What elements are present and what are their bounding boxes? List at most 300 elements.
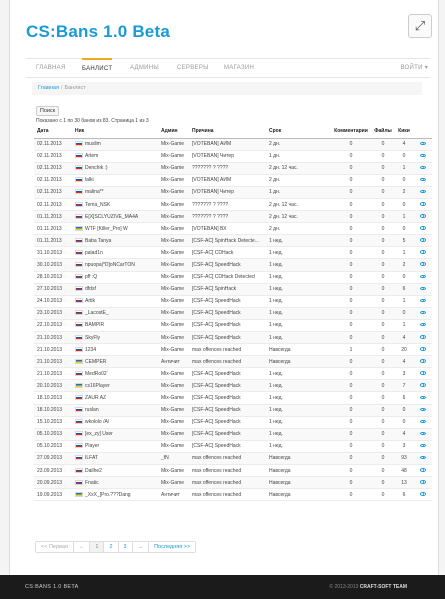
table-row[interactable] xyxy=(34,138,432,150)
page-3[interactable]: 3 xyxy=(119,542,133,552)
cell-comments: 0 xyxy=(330,452,372,464)
cell-view xyxy=(414,235,432,247)
flag-icon xyxy=(75,310,83,315)
cell-admin: Mix-Game xyxy=(158,428,189,440)
cell-reason: [CSF-AC] SpeedHack xyxy=(189,392,266,404)
cell-reason: [CSF-AC] SpeedHack xyxy=(189,332,266,344)
cell-term: 1 нед. xyxy=(266,368,330,380)
cell-files: 0 xyxy=(372,235,394,247)
nav-login[interactable] xyxy=(400,59,428,78)
nick-text: BAMPIR xyxy=(85,322,105,329)
cell-admin: Mix-Game xyxy=(158,138,189,150)
cell-reason: [CSF-AC] SpeedHack xyxy=(189,428,266,440)
table-row[interactable] xyxy=(34,271,432,283)
nick-text: pff :Q xyxy=(85,274,98,281)
table-row[interactable] xyxy=(34,162,432,174)
cell-comments: 1 xyxy=(330,344,372,356)
cell-reason: ??????? ? ???? xyxy=(189,162,266,174)
flag-icon xyxy=(75,165,83,170)
cell-view xyxy=(414,404,432,416)
nick-text: Artik xyxy=(85,298,95,305)
nav-item-servers[interactable]: СЕРВЕРЫ xyxy=(177,65,209,71)
cell-comments: 0 xyxy=(330,247,372,259)
cell-files: 0 xyxy=(372,489,394,501)
page-1[interactable]: 1 xyxy=(90,542,104,552)
table-row[interactable] xyxy=(34,344,432,356)
breadcrumb-separator: / xyxy=(60,85,63,91)
cell-date: 02.11.2013 xyxy=(34,174,72,186)
search-button[interactable]: Поиск xyxy=(36,106,59,116)
page-prev[interactable]: ← xyxy=(74,542,91,552)
nick-text: Player xyxy=(85,443,100,450)
nav-item-banlist[interactable]: БАНЛИСТ xyxy=(82,58,112,77)
cell-kicks: 0 xyxy=(394,404,414,416)
cell-nick xyxy=(72,138,158,150)
view-details-icon[interactable] xyxy=(420,371,426,375)
cell-view xyxy=(414,428,432,440)
cell-files: 0 xyxy=(372,392,394,404)
cell-reason: ??????? ? ???? xyxy=(189,198,266,210)
cell-files: 0 xyxy=(372,223,394,235)
cell-comments: 0 xyxy=(330,380,372,392)
cell-admin: Mix-Game xyxy=(158,295,189,307)
caret-down-icon: ▾ xyxy=(424,65,428,71)
cell-comments: 0 xyxy=(330,307,372,319)
cell-term: 2 дн. xyxy=(266,223,330,235)
cell-view xyxy=(414,344,432,356)
cell-term: 1 нед. xyxy=(266,404,330,416)
view-details-icon[interactable] xyxy=(420,275,426,279)
cell-nick xyxy=(72,186,158,198)
cell-view xyxy=(414,150,432,162)
cell-comments: 0 xyxy=(330,150,372,162)
cell-nick xyxy=(72,174,158,186)
cell-nick xyxy=(72,440,158,452)
expand-icon[interactable]: ⤢ xyxy=(408,14,432,38)
brand-title[interactable]: CS:Bans 1.0 Beta xyxy=(26,22,170,41)
view-details-icon[interactable] xyxy=(420,214,426,218)
nick-text: E[X]SCLYUZIVE_MA4A xyxy=(85,213,139,220)
cell-files: 0 xyxy=(372,283,394,295)
cell-view xyxy=(414,271,432,283)
cell-nick xyxy=(72,319,158,331)
flag-icon xyxy=(75,214,83,219)
view-details-icon[interactable] xyxy=(420,359,426,363)
cell-nick xyxy=(72,259,158,271)
cell-admin: Mix-Game xyxy=(158,247,189,259)
cell-nick xyxy=(72,416,158,428)
cell-date: 21.10.2013 xyxy=(34,332,72,344)
page-2[interactable]: 2 xyxy=(104,542,118,552)
table-row[interactable] xyxy=(34,356,432,368)
view-details-icon[interactable] xyxy=(420,262,426,266)
page-container xyxy=(9,0,439,575)
flag-icon xyxy=(75,298,83,303)
cell-term: Навсегда xyxy=(266,344,330,356)
cell-reason: [CSF-AC] CDHack Detected xyxy=(189,271,266,283)
cell-date: 02.11.2013 xyxy=(34,198,72,210)
cell-kicks: 6 xyxy=(394,489,414,501)
nav-item-home[interactable]: ГЛАВНАЯ xyxy=(36,65,66,71)
cell-files: 0 xyxy=(372,271,394,283)
view-details-icon[interactable] xyxy=(420,468,426,472)
view-details-icon[interactable] xyxy=(420,408,426,412)
cell-view xyxy=(414,174,432,186)
view-details-icon[interactable] xyxy=(420,190,426,194)
view-details-icon[interactable] xyxy=(420,420,426,424)
view-details-icon[interactable] xyxy=(420,142,426,146)
cell-term: 1 нед. xyxy=(266,416,330,428)
cell-kicks: 0 xyxy=(394,307,414,319)
table-row[interactable] xyxy=(34,150,432,162)
table-row[interactable] xyxy=(34,332,432,344)
nick-text: Denchik :) xyxy=(85,165,108,172)
cell-kicks: 0 xyxy=(394,416,414,428)
cell-view xyxy=(414,332,432,344)
nick-text: CEMPER xyxy=(85,358,107,365)
cell-kicks: 20 xyxy=(394,344,414,356)
nick-text: dfdsf xyxy=(85,286,96,293)
flag-icon xyxy=(75,202,83,207)
table-row[interactable] xyxy=(34,440,432,452)
flag-icon xyxy=(75,262,83,267)
cell-nick xyxy=(72,150,158,162)
table-row[interactable] xyxy=(34,307,432,319)
cell-term: 1 нед. xyxy=(266,380,330,392)
cell-reason: max offences reached xyxy=(189,489,266,501)
flag-icon xyxy=(75,189,83,194)
cell-files: 0 xyxy=(372,186,394,198)
cell-reason: max offences reached xyxy=(189,344,266,356)
cell-date: 18.10.2013 xyxy=(34,392,72,404)
view-details-icon[interactable] xyxy=(420,238,426,242)
table-row[interactable] xyxy=(34,368,432,380)
flag-icon xyxy=(75,468,83,473)
view-details-icon[interactable] xyxy=(420,323,426,327)
cell-nick xyxy=(72,392,158,404)
cell-comments: 0 xyxy=(330,404,372,416)
nav-item-shop[interactable]: МАГАЗИН xyxy=(224,65,255,71)
col-comments[interactable]: Комментарии xyxy=(330,125,372,138)
table-row[interactable] xyxy=(34,223,432,235)
cell-admin: Mix-Game xyxy=(158,392,189,404)
cell-nick xyxy=(72,477,158,489)
table-row[interactable] xyxy=(34,174,432,186)
nick-text: _XxX_[Pro.???Dang xyxy=(85,491,131,498)
flag-icon xyxy=(75,177,83,182)
cell-kicks: 13 xyxy=(394,477,414,489)
cell-reason: max offences reached xyxy=(189,477,266,489)
nick-text: lalki xyxy=(85,177,94,184)
cell-nick xyxy=(72,271,158,283)
cell-nick xyxy=(72,428,158,440)
nick-text: MedRo02` xyxy=(85,370,109,377)
cell-view xyxy=(414,440,432,452)
cell-nick xyxy=(72,344,158,356)
table-row[interactable] xyxy=(34,186,432,198)
cell-kicks: 1 xyxy=(394,295,414,307)
col-files[interactable]: Файлы xyxy=(372,125,394,138)
cell-comments: 0 xyxy=(330,489,372,501)
cell-comments: 0 xyxy=(330,392,372,404)
flag-icon xyxy=(75,492,83,497)
cell-view xyxy=(414,138,432,150)
cell-nick xyxy=(72,489,158,501)
cell-date: 05.10.2013 xyxy=(34,428,72,440)
cell-nick xyxy=(72,235,158,247)
cell-kicks: 7 xyxy=(394,380,414,392)
col-kicks[interactable]: Кики xyxy=(394,125,414,138)
cell-comments: 0 xyxy=(330,283,372,295)
cell-kicks: 1 xyxy=(394,319,414,331)
cell-comments: 0 xyxy=(330,174,372,186)
table-row[interactable] xyxy=(34,259,432,271)
cell-date: 22.10.2013 xyxy=(34,319,72,331)
cell-comments: 0 xyxy=(330,162,372,174)
flag-icon xyxy=(75,226,83,231)
nick-text: SkyFly xyxy=(85,334,100,341)
view-details-icon[interactable] xyxy=(420,456,426,460)
view-details-icon[interactable] xyxy=(420,383,426,387)
flag-icon xyxy=(75,274,83,279)
cell-date: 02.11.2013 xyxy=(34,138,72,150)
cell-view xyxy=(414,307,432,319)
cell-view xyxy=(414,392,432,404)
cell-reason: [CSF-AC] SpeedHack xyxy=(189,416,266,428)
table-row[interactable] xyxy=(34,452,432,464)
page-first[interactable]: << Первая xyxy=(36,542,74,552)
cell-comments: 0 xyxy=(330,235,372,247)
cell-comments: 0 xyxy=(330,295,372,307)
table-row[interactable] xyxy=(34,319,432,331)
view-details-icon[interactable] xyxy=(420,226,426,230)
cell-nick xyxy=(72,380,158,392)
col-reason[interactable]: Причина xyxy=(189,125,266,138)
table-row[interactable] xyxy=(34,211,432,223)
nick-text: muslim xyxy=(85,141,101,148)
cell-admin: Mix-Game xyxy=(158,404,189,416)
cell-nick xyxy=(72,404,158,416)
col-term[interactable]: Срок xyxy=(266,125,330,138)
cell-files: 0 xyxy=(372,211,394,223)
cell-reason: [CSF-AC] SpeedHack xyxy=(189,319,266,331)
cell-admin: Mix-Game xyxy=(158,380,189,392)
cell-files: 0 xyxy=(372,428,394,440)
cell-files: 0 xyxy=(372,344,394,356)
cell-comments: 0 xyxy=(330,138,372,150)
view-details-icon[interactable] xyxy=(420,250,426,254)
view-details-icon[interactable] xyxy=(420,154,426,158)
cell-files: 0 xyxy=(372,452,394,464)
cell-admin: Античит xyxy=(158,489,189,501)
cell-comments: 0 xyxy=(330,465,372,477)
table-row[interactable] xyxy=(34,380,432,392)
cell-view xyxy=(414,186,432,198)
cell-date: 23.10.2013 xyxy=(34,307,72,319)
flag-icon xyxy=(75,250,83,255)
cell-nick xyxy=(72,162,158,174)
cell-files: 0 xyxy=(372,295,394,307)
cell-admin: Mix-Game xyxy=(158,198,189,210)
cell-date: 28.10.2013 xyxy=(34,271,72,283)
nav-item-admins[interactable]: АДМИНЫ xyxy=(130,65,160,71)
flag-icon xyxy=(75,371,83,376)
cell-term: 1 дн. xyxy=(266,150,330,162)
view-details-icon[interactable] xyxy=(420,335,426,339)
cell-files: 0 xyxy=(372,465,394,477)
table-row[interactable] xyxy=(34,416,432,428)
view-details-icon[interactable] xyxy=(420,178,426,182)
footer xyxy=(0,575,445,599)
cell-reason: [VOTEBAN] Читер xyxy=(189,186,266,198)
breadcrumb-home[interactable]: Главная xyxy=(38,85,59,91)
view-details-icon[interactable] xyxy=(420,480,426,484)
table-row[interactable] xyxy=(34,465,432,477)
cell-date: 21.10.2013 xyxy=(34,356,72,368)
cell-comments: 0 xyxy=(330,332,372,344)
cell-date: 02.11.2013 xyxy=(34,150,72,162)
cell-nick xyxy=(72,332,158,344)
page-last[interactable]: Последняя >> xyxy=(149,542,195,552)
table-row[interactable] xyxy=(34,477,432,489)
cell-reason: ??????? ? ???? xyxy=(189,211,266,223)
cell-view xyxy=(414,356,432,368)
cell-nick xyxy=(72,307,158,319)
cell-reason: [CSF-AC] SpinHack Detecte... xyxy=(189,235,266,247)
cell-date: 02.11.2013 xyxy=(34,186,72,198)
flag-icon xyxy=(75,322,83,327)
view-details-icon[interactable] xyxy=(420,166,426,170)
cell-comments: 0 xyxy=(330,223,372,235)
cell-view xyxy=(414,223,432,235)
cell-nick xyxy=(72,283,158,295)
results-summary: Показано с 1 по 30 банов из 83. Страница 1 из 3 xyxy=(36,118,149,124)
footer-team[interactable]: CRAFT-SOFT TEAM xyxy=(359,584,407,590)
view-details-icon[interactable] xyxy=(420,202,426,206)
table-row[interactable] xyxy=(34,283,432,295)
cell-kicks: 2 xyxy=(394,259,414,271)
view-details-icon[interactable] xyxy=(420,287,426,291)
flag-icon xyxy=(75,141,83,146)
cell-view xyxy=(414,283,432,295)
table-row[interactable] xyxy=(34,489,432,501)
cell-kicks: 0 xyxy=(394,198,414,210)
cell-term: Навсегда xyxy=(266,356,330,368)
nick-text: Baba Tanya xyxy=(85,237,112,244)
footer-brand: CS:BANS 1.0 BETA xyxy=(25,584,79,590)
view-details-icon[interactable] xyxy=(420,347,426,351)
cell-files: 0 xyxy=(372,440,394,452)
cell-admin: Mix-Game xyxy=(158,150,189,162)
view-details-icon[interactable] xyxy=(420,444,426,448)
cell-admin: Mix-Game xyxy=(158,174,189,186)
cell-files: 0 xyxy=(372,247,394,259)
page-next[interactable]: → xyxy=(133,542,150,552)
nick-text: Tema_NSK xyxy=(85,201,111,208)
cell-files: 0 xyxy=(372,404,394,416)
cell-date: 31.10.2013 xyxy=(34,247,72,259)
nick-text: [ex_zy] User xyxy=(85,431,113,438)
cell-reason: [CSF-AC] SpinHack xyxy=(189,283,266,295)
cell-files: 0 xyxy=(372,198,394,210)
cell-view xyxy=(414,489,432,501)
cell-date: 02.11.2013 xyxy=(34,162,72,174)
cell-admin: Mix-Game xyxy=(158,440,189,452)
cell-term: 2 дн. 12 час. xyxy=(266,198,330,210)
table-header-row xyxy=(34,125,432,138)
cell-date: 19.09.2013 xyxy=(34,489,72,501)
main-nav xyxy=(26,58,430,78)
table-row[interactable] xyxy=(34,428,432,440)
cell-admin: Mix-Game xyxy=(158,332,189,344)
flag-icon xyxy=(75,419,83,424)
cell-view xyxy=(414,416,432,428)
flag-icon xyxy=(75,335,83,340)
view-details-icon[interactable] xyxy=(420,492,426,496)
cell-reason: [CSF-AC] SpeedHack xyxy=(189,307,266,319)
view-details-icon[interactable] xyxy=(420,299,426,303)
cell-admin: Mix-Game xyxy=(158,477,189,489)
cell-date: 18.10.2013 xyxy=(34,404,72,416)
cell-kicks: 1 xyxy=(394,211,414,223)
view-details-icon[interactable] xyxy=(420,432,426,436)
cell-kicks: 0 xyxy=(394,223,414,235)
col-admin[interactable]: Админ xyxy=(158,125,189,138)
cell-files: 0 xyxy=(372,356,394,368)
cell-kicks: 3 xyxy=(394,368,414,380)
cell-kicks: 0 xyxy=(394,174,414,186)
bans-table-body xyxy=(34,138,432,501)
cell-kicks: 1 xyxy=(394,247,414,259)
cell-date: 30.10.2013 xyxy=(34,259,72,271)
cell-term: 2 дн. xyxy=(266,138,330,150)
table-row[interactable] xyxy=(34,198,432,210)
flag-icon xyxy=(75,443,83,448)
cell-view xyxy=(414,477,432,489)
cell-admin: Mix-Game xyxy=(158,368,189,380)
table-row[interactable] xyxy=(34,235,432,247)
table-row[interactable] xyxy=(34,295,432,307)
flag-icon xyxy=(75,383,83,388)
cell-date: 21.10.2013 xyxy=(34,368,72,380)
col-nick[interactable]: Ник xyxy=(72,125,158,138)
cell-admin: Mix-Game xyxy=(158,186,189,198)
table-row[interactable] xyxy=(34,392,432,404)
col-actions xyxy=(414,125,432,138)
col-date[interactable]: Дата xyxy=(34,125,72,138)
cell-date: 23.09.2013 xyxy=(34,465,72,477)
cell-kicks: 3 xyxy=(394,440,414,452)
footer-copyright-years: © 2013-2013 xyxy=(329,584,359,590)
cell-files: 0 xyxy=(372,259,394,271)
cell-date: 01.11.2013 xyxy=(34,223,72,235)
cell-kicks: 93 xyxy=(394,452,414,464)
cell-date: 15.10.2013 xyxy=(34,416,72,428)
cell-admin: Mix-Game xyxy=(158,465,189,477)
table-row[interactable] xyxy=(34,247,432,259)
cell-comments: 0 xyxy=(330,416,372,428)
cell-view xyxy=(414,368,432,380)
view-details-icon[interactable] xyxy=(420,396,426,400)
cell-files: 0 xyxy=(372,332,394,344)
table-row[interactable] xyxy=(34,404,432,416)
cell-term: 1 нед. xyxy=(266,319,330,331)
cell-date: 20.09.2013 xyxy=(34,477,72,489)
nick-text: ruslan xyxy=(85,407,99,414)
cell-admin: Mix-Game xyxy=(158,223,189,235)
view-details-icon[interactable] xyxy=(420,311,426,315)
cell-view xyxy=(414,247,432,259)
